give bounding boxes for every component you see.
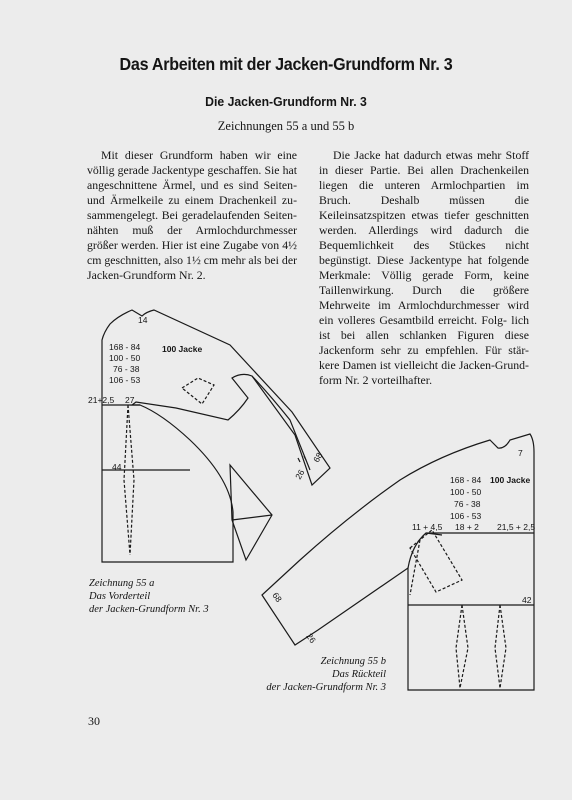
size-line: 168 - 84	[450, 475, 482, 485]
text-line: form Nr. 2 vorteilhafter.	[319, 373, 433, 387]
text-line: kere Damen ist vielleicht die Jacken-Grund-	[319, 358, 529, 372]
label-sleeve-26: 26	[293, 467, 307, 481]
caption-55b	[240, 655, 386, 694]
drawing-a-title: 100 Jacke	[162, 344, 203, 354]
drawing-b-title: 100 Jacke	[490, 475, 531, 485]
size-line: 168 - 84	[109, 342, 141, 352]
text-line: lich ist bei allen schlanken Figuren diese	[319, 313, 529, 342]
text-line: größere Mehrweite im Armlochdurchmesser	[319, 283, 529, 312]
size-line: 100 - 50	[450, 487, 482, 497]
caption-line: Zeichnung 55 b	[320, 656, 386, 667]
front-dart	[124, 405, 134, 555]
label-chest: 21+2,5	[88, 395, 115, 405]
text-line: Mit dieser Grundform haben wir eine	[101, 148, 297, 162]
page-title: Das Arbeiten mit der Jacken-Grundform Nr. 3	[119, 54, 453, 74]
text-line: wird dadurch die Bequemlichkeit des	[319, 223, 529, 252]
text-line: völlig gerade Jackentype geschaffen. Sie hat	[87, 163, 297, 177]
size-line: 100 - 50	[109, 353, 141, 363]
text-line: etwas tiefer geschnitten werden. Allerdings	[319, 208, 529, 237]
label-27: 27	[125, 395, 135, 405]
caption-line: Das Vorderteil	[89, 591, 151, 602]
text-line: Die Jacke hat dadurch etwas mehr Stoff	[333, 148, 529, 162]
caption-line: Zeichnung 55 a	[89, 578, 155, 589]
text-line: sammengelegt. Bei geradelaufenden Seiten-	[87, 208, 297, 222]
text-line: Jackenform sehr zu empfehlen. Für stär-	[319, 343, 529, 357]
sleeve-edge	[252, 376, 310, 470]
caption-line: der Jacken-Grundform Nr. 3	[266, 682, 386, 693]
text-line: hat folgende Merkmale: Völlig gerade	[319, 253, 529, 282]
caption-line: der Jacken-Grundform Nr. 3	[89, 604, 209, 615]
back-dart-1	[456, 605, 468, 688]
label-42: 42	[522, 595, 532, 605]
label-44: 44	[112, 462, 122, 472]
text-line: Deshalb müssen die Keileinsatzspitzen	[319, 193, 529, 222]
label-sleeve-26-b: 26	[304, 631, 318, 645]
size-line: 76 - 38	[113, 364, 140, 374]
text-line: wird ein volleres Gesamtbild erreicht. Folg-	[319, 298, 530, 327]
back-dart-2	[495, 605, 506, 688]
text-line: Stückes nicht begünstigt. Diese Jackentype	[319, 238, 529, 267]
text-line: bei der Jacken-Grundform Nr. 2.	[87, 253, 297, 282]
label-11-4-5: 11 + 4,5	[412, 522, 443, 532]
drawings-reference: Zeichnungen 55 a und 55 b	[217, 119, 355, 133]
back-armhole	[408, 533, 442, 568]
size-line: 106 - 53	[109, 375, 141, 385]
kite-gusset	[230, 465, 272, 560]
text-line: liegen die unteren Armlochpartien im Bruch.	[319, 178, 529, 207]
label-neck-7: 7	[518, 448, 523, 458]
caption-line: Das Rückteil	[332, 669, 386, 680]
label-21-5: 21,5 + 2,5	[497, 522, 536, 532]
armhole-dashed	[182, 378, 214, 404]
size-line: 76 - 38	[454, 499, 481, 509]
text-line: und Ärmelkeile zu einem Drachenkeil zu-	[87, 193, 297, 207]
kite-gusset-diag	[232, 515, 272, 520]
label-sleeve-68-b: 68	[270, 590, 284, 604]
label-shoulder-14: 14	[138, 315, 148, 325]
size-line: 106 - 53	[450, 511, 482, 521]
page-number: 30	[88, 714, 100, 728]
text-line: größer werden. Hier ist eine Zugabe von	[87, 238, 280, 252]
text-line: Form, keine Taillenwirkung. Durch die	[319, 268, 529, 297]
label-18-2: 18 + 2	[455, 522, 479, 532]
label-sleeve-68: 68	[311, 450, 325, 464]
back-armhole-dashed	[410, 530, 462, 592]
text-line: in dieser Partie. Bei allen Drachenkeilen	[319, 163, 529, 177]
text-line: angeschnittene Ärmel, und es sind Seiten-	[87, 178, 297, 192]
back-dashed-marker	[410, 540, 420, 595]
text-line: nähten muß der Armlochdurchmesser	[87, 223, 297, 237]
section-title: Die Jacken-Grundform Nr. 3	[205, 94, 367, 109]
text-line: 4½ cm geschnitten, also 1½ cm mehr als	[87, 238, 297, 267]
caption-55a	[89, 577, 209, 616]
